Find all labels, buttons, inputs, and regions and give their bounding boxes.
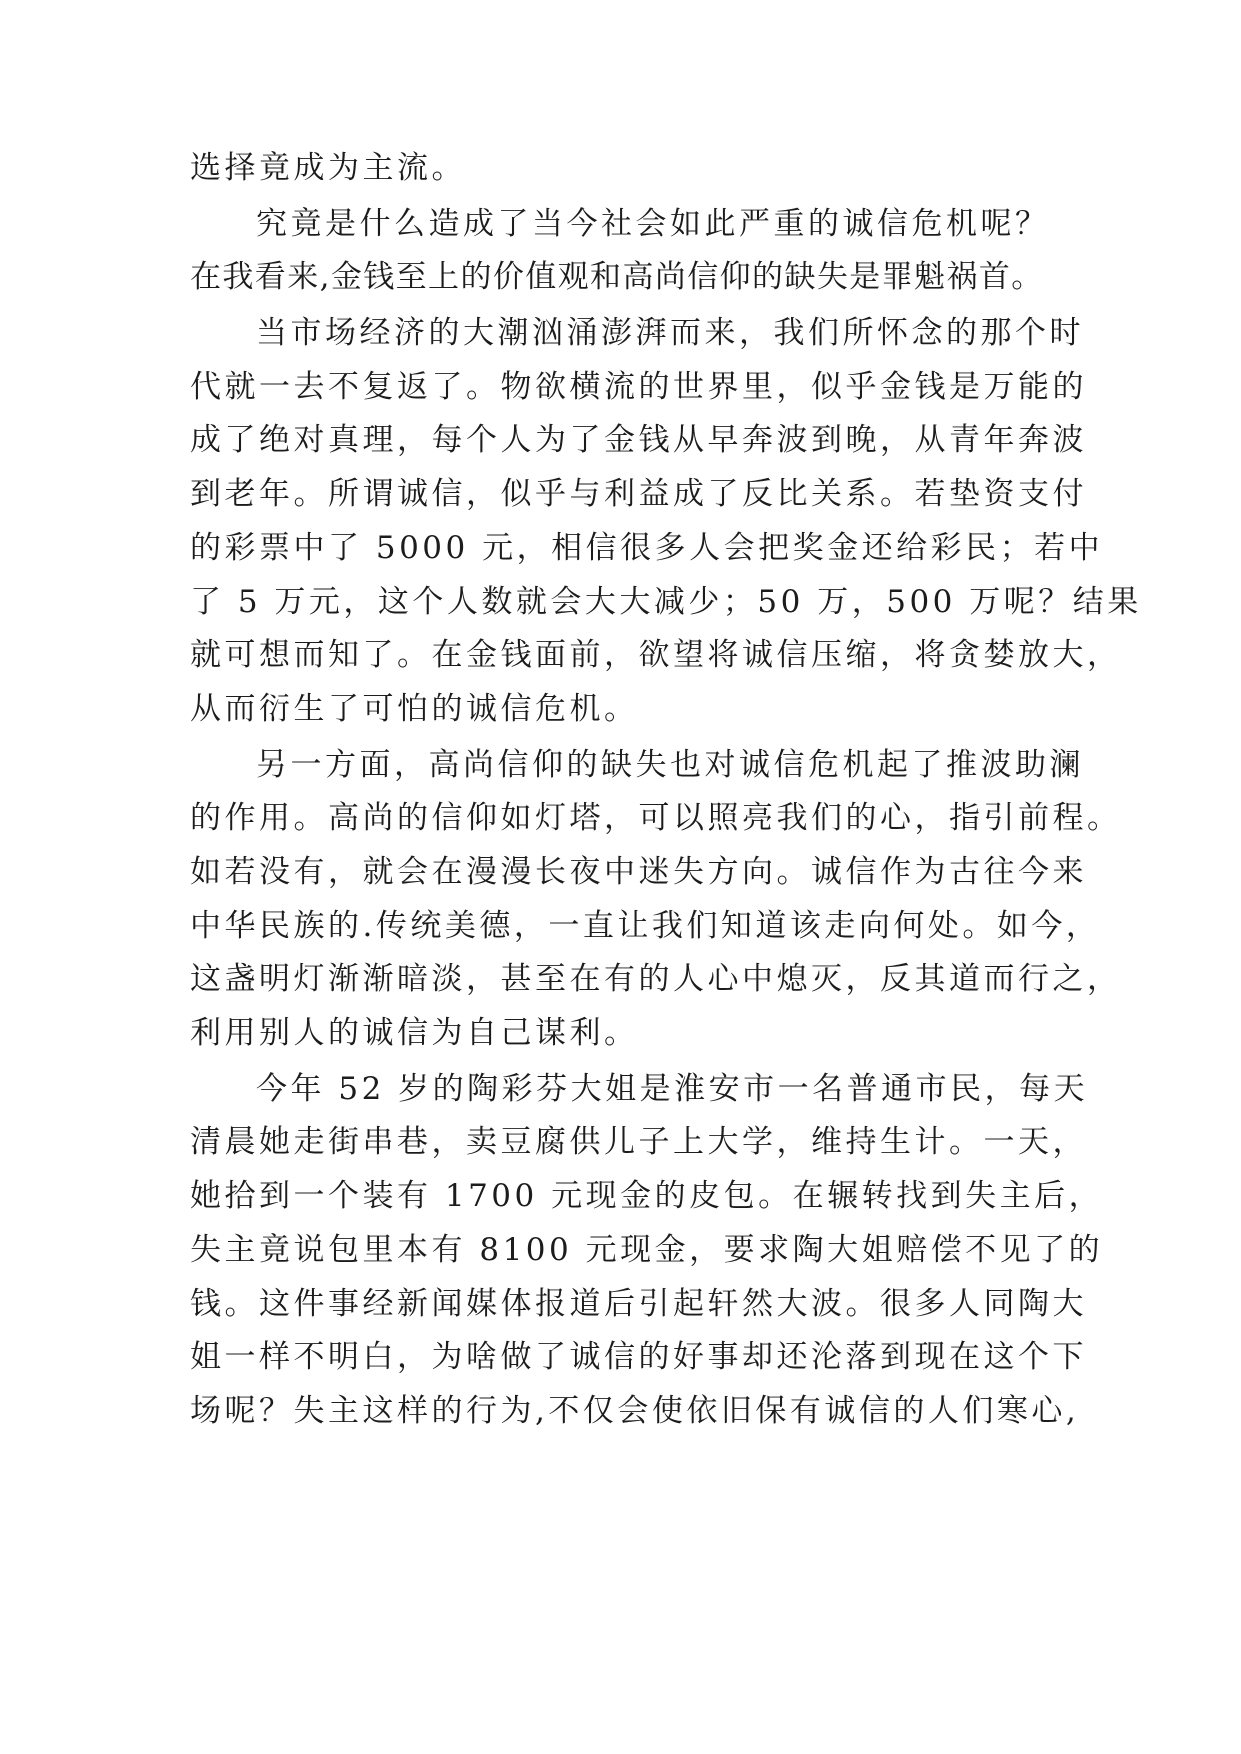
text-line: 中华民族的.传统美德，一直让我们知道该走向何处。如今，	[190, 908, 1101, 944]
text-line: 她拾到一个装有 1700 元现金的皮包。在辗转找到失主后，	[190, 1178, 1104, 1214]
text-line: 在我看来,金钱至上的价值观和高尚信仰的缺失是罪魁祸首。	[190, 259, 1044, 295]
paragraph-first-line: 当市场经济的大潮汹涌澎湃而来，我们所怀念的那个时	[256, 315, 1084, 351]
text-line: 利用别人的诚信为自己谋利。	[190, 1015, 639, 1051]
text-line: 了 5 万元，这个人数就会大大减少；50 万，500 万呢？结果	[190, 584, 1142, 620]
text-line: 姐一样不明白，为啥做了诚信的好事却还沦落到现在这个下	[190, 1339, 1087, 1375]
text-line: 的彩票中了 5000 元，相信很多人会把奖金还给彩民；若中	[190, 530, 1104, 566]
text-line: 成了绝对真理，每个人为了金钱从早奔波到晚，从青年奔波	[190, 422, 1087, 458]
text-line: 代就一去不复返了。物欲横流的世界里，似乎金钱是万能的	[190, 369, 1087, 405]
text-line: 如若没有，就会在漫漫长夜中迷失方向。诚信作为古往今来	[190, 854, 1087, 890]
text-line: 这盏明灯渐渐暗淡，甚至在有的人心中熄灭，反其道而行之，	[190, 961, 1122, 997]
paragraph-first-line: 今年 52 岁的陶彩芬大姐是淮安市一名普通市民，每天	[256, 1071, 1089, 1107]
paragraph-first-line: 究竟是什么造成了当今社会如此严重的诚信危机呢？	[256, 206, 1050, 242]
paragraph-first-line: 另一方面，高尚信仰的缺失也对诚信危机起了推波助澜	[256, 747, 1084, 783]
text-line: 的作用。高尚的信仰如灯塔，可以照亮我们的心，指引前程。	[190, 800, 1122, 836]
text-line: 钱。这件事经新闻媒体报道后引起轩然大波。很多人同陶大	[190, 1286, 1087, 1322]
text-line: 就可想而知了。在金钱面前，欲望将诚信压缩，将贪婪放大，	[190, 637, 1122, 673]
text-line: 失主竟说包里本有 8100 元现金，要求陶大姐赔偿不见了的	[190, 1232, 1104, 1268]
text-line: 场呢？失主这样的行为,不仅会使依旧保有诚信的人们寒心,	[190, 1393, 1080, 1429]
text-line: 从而衍生了可怕的诚信危机。	[190, 691, 639, 727]
text-line: 清晨她走街串巷，卖豆腐供儿子上大学，维持生计。一天，	[190, 1124, 1087, 1160]
text-line: 到老年。所谓诚信，似乎与利益成了反比关系。若垫资支付	[190, 476, 1087, 512]
text-line: 选择竟成为主流。	[190, 150, 466, 186]
